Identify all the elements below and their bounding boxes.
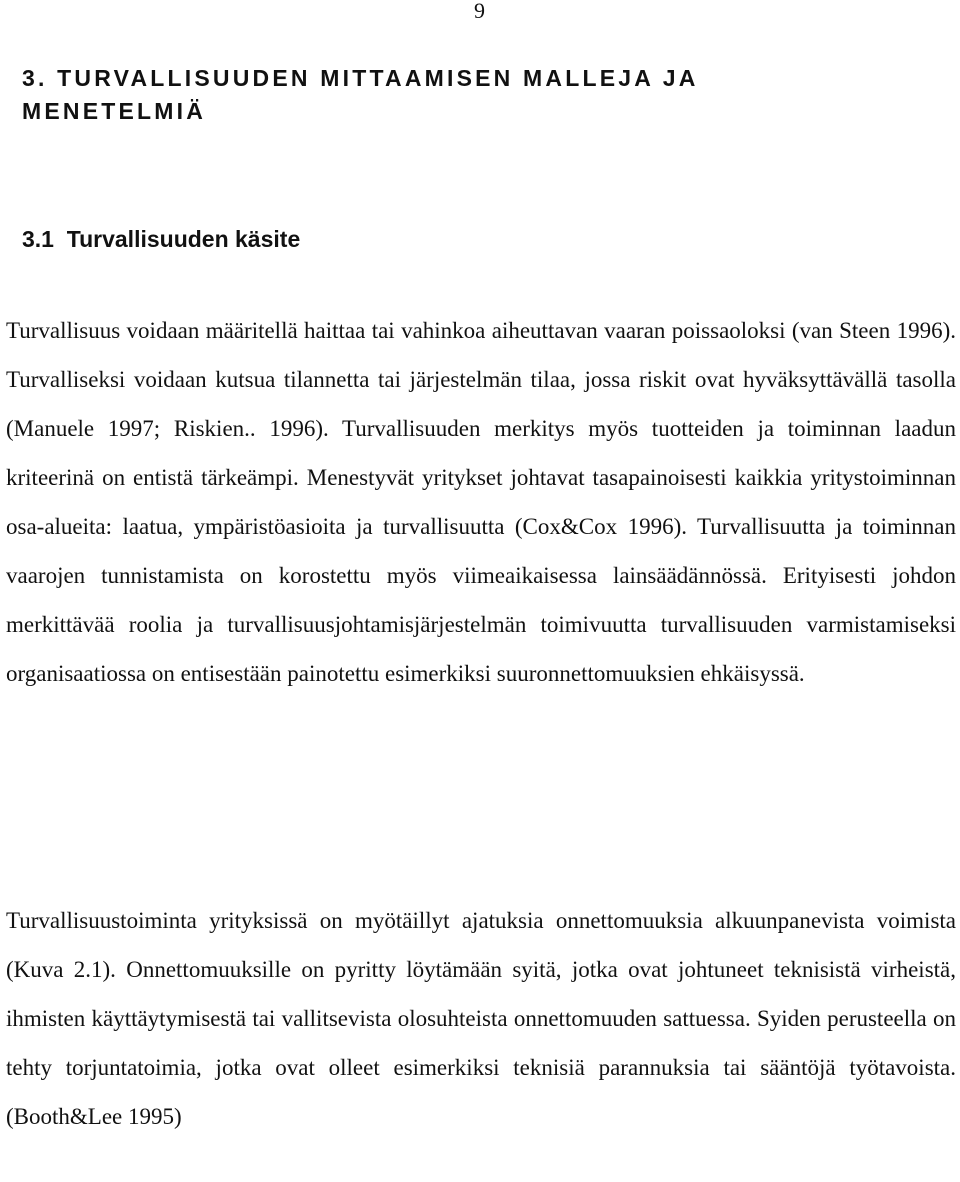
page-number: 9 [474, 0, 485, 23]
paragraph-2: Turvallisuustoiminta yrityksissä on myötäillyt ajatuksia onnettomuuksia alkuunpanevista voimista (Kuva 2.1). Onnettomuuksille on pyritty löytämään syitä, jotka ovat johtuneet teknisistä virheistä, ihmisten käyttäytymisestä tai vallitsevista olosuhteista onnettomuuden sattuessa. Syiden perusteella on tehty torjuntatoimia, jotka ovat olleet esimerkiksi teknisiä parannuksia tai sääntöjä työtavoista. (Booth&Lee 1995) [6, 908, 956, 1129]
chapter-heading [22, 62, 922, 128]
chapter-title-line-1: 3. TURVALLISUUDEN MITTAAMISEN MALLEJA JA [22, 65, 699, 91]
section-heading: 3.1 Turvallisuuden käsite [22, 226, 301, 252]
paragraph-1: Turvallisuus voidaan määritellä haittaa tai vahinkoa aiheuttavan vaaran poissaoloksi (van Steen 1996). Turvalliseksi voidaan kutsua tilannetta tai järjestelmän tilaa, jossa riskit ovat hyväksyttävällä tasolla (Manuele 1997; Riskien.. 1996). Turvallisuuden merkitys myös tuotteiden ja toiminnan laadun kriteerinä on entistä tärkeämpi. Menestyvät yritykset johtavat tasapainoisesti kaikkia yritystoiminnan osa-alueita: laatua, ympäristöasioita ja turvallisuutta (Cox&Cox 1996). Turvallisuutta ja toiminnan vaarojen tunnistamista on korostettu myös viimeaikaisessa lainsäädännössä. Erityisesti johdon merkittävää roolia ja turvallisuusjohtamisjärjestelmän toimivuutta turvallisuuden varmistamiseksi organisaatiossa on entisestään painotettu esimerkiksi suuronnettomuuksien ehkäisyssä. [6, 318, 956, 686]
chapter-title-line-2: MENETELMIÄ [22, 98, 207, 124]
